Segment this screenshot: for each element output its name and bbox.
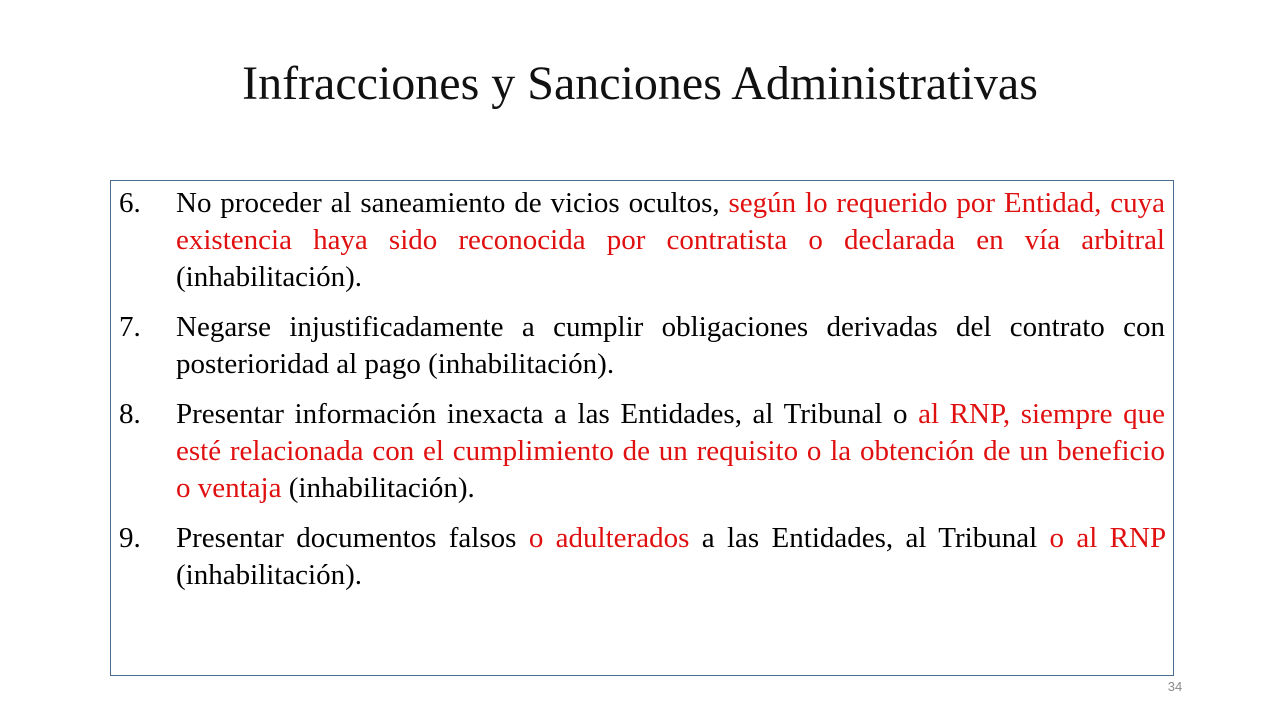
content-box (110, 180, 1174, 676)
item-text: a las Entidades, al Tribunal (689, 522, 1050, 554)
slide-title: Infracciones y Sanciones Administrativas (242, 57, 1038, 110)
item-highlight: o adulterados (528, 522, 690, 554)
item-text: Presentar información inexacta a las Entidades, al Tribunal o (176, 398, 919, 430)
item-highlight: al RNP, siempre que esté relacionada con el cumplimiento de un requisito o la obtención de un beneficio o ventaja (176, 398, 1165, 504)
item-text: (inhabilitación). (281, 472, 475, 504)
item-text: No proceder al saneamiento de vicios ocultos, (176, 187, 729, 219)
item-text: Presentar documentos falsos (176, 522, 529, 554)
item-text: (inhabilitación). (176, 261, 363, 293)
item-text: Negarse injustificadamente a cumplir obligaciones derivadas del contrato con posterioridad al pago (inhabilitación). (176, 311, 1165, 380)
item-number: 8. (119, 398, 141, 430)
item-number: 6. (119, 187, 141, 219)
item-number: 7. (119, 311, 141, 343)
infractions-list (119, 185, 1165, 594)
page-number: 34 (1167, 679, 1183, 694)
item-text: (inhabilitación). (176, 559, 363, 591)
list-item (119, 309, 1165, 383)
item-highlight: o al RNP (1049, 522, 1166, 554)
list-item (119, 520, 1165, 594)
list-item (119, 185, 1165, 296)
list-item (119, 396, 1165, 507)
item-highlight: según lo requerido por Entidad, cuya existencia haya sido reconocida por contratista o declarada en vía arbitral (176, 187, 1165, 256)
item-number: 9. (119, 522, 141, 554)
